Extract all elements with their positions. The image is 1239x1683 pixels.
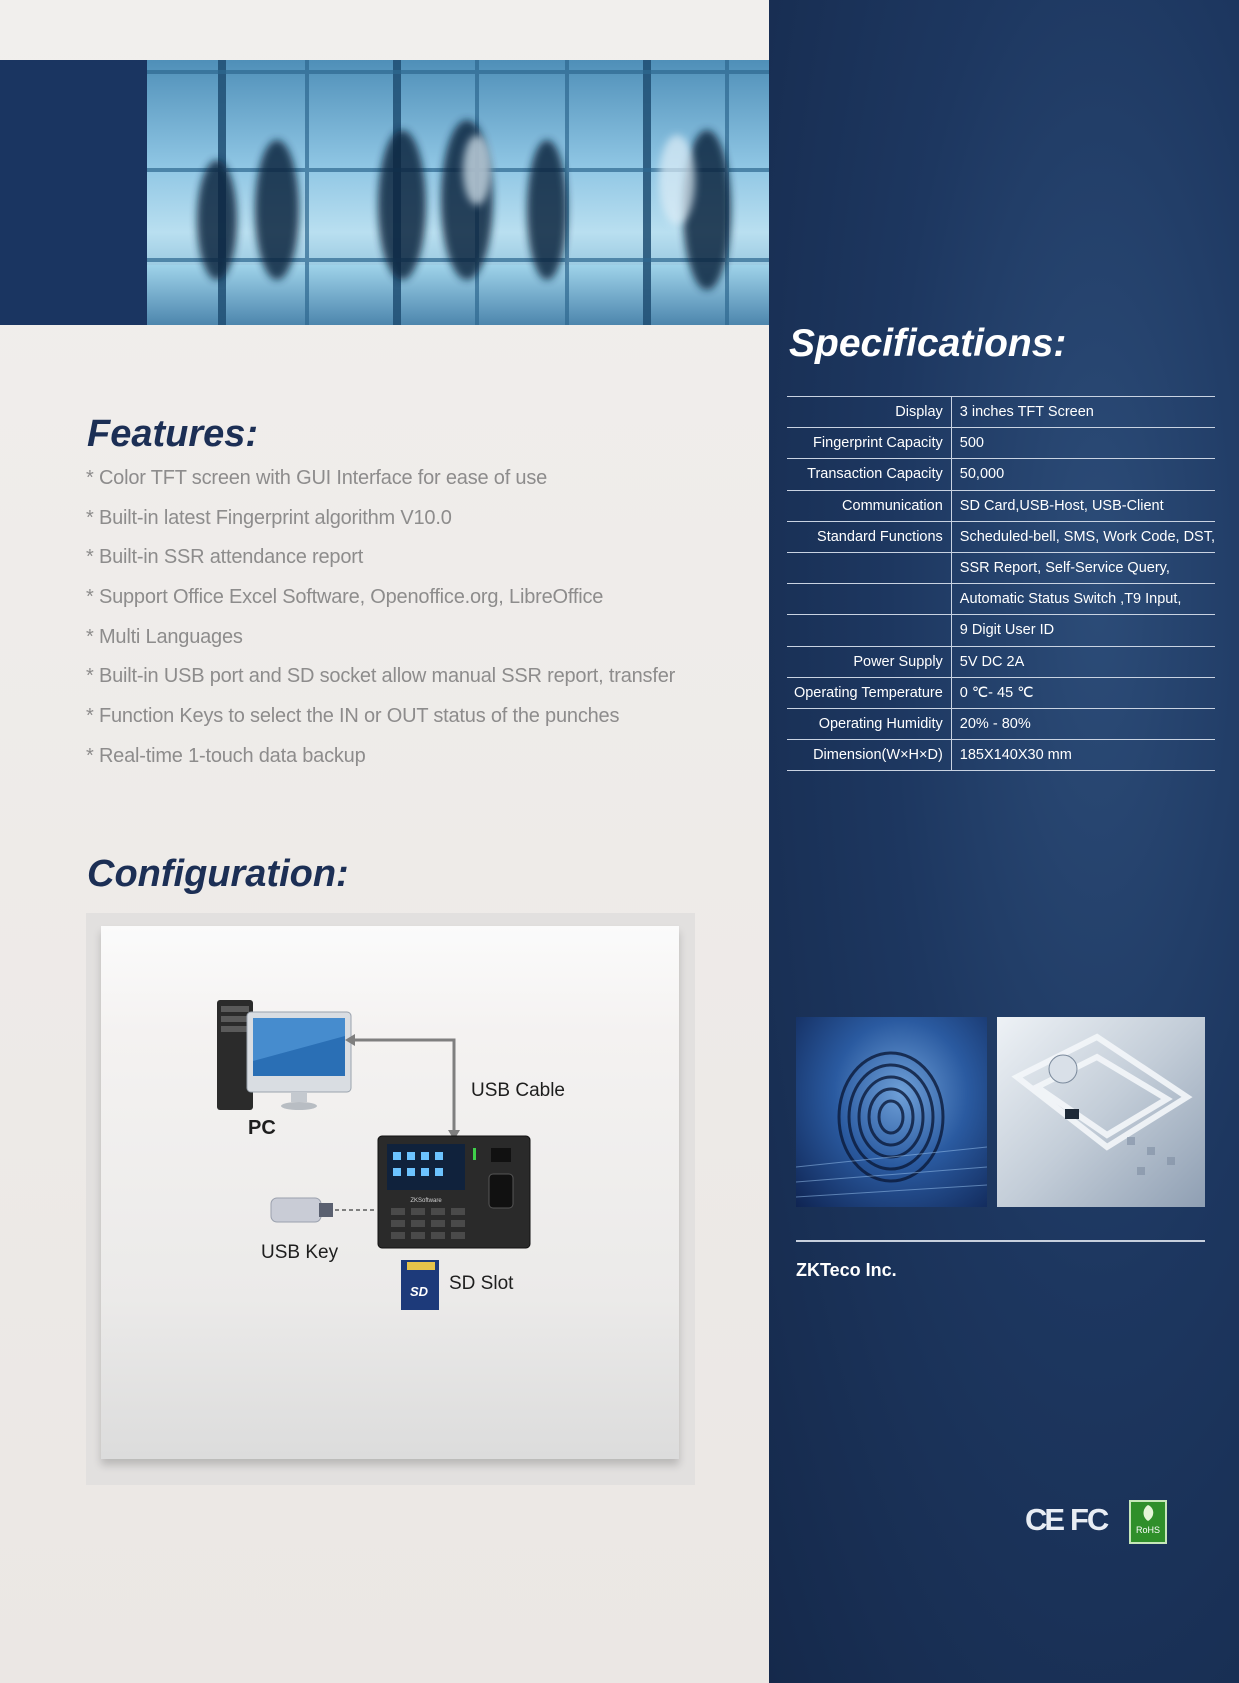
feature-item: * Support Office Excel Software, Openoffice.org, LibreOffice [86, 586, 604, 609]
spec-row [787, 397, 1215, 428]
feature-item: * Function Keys to select the IN or OUT status of the punches [86, 705, 620, 728]
spec-key: Standard Functions [787, 521, 951, 552]
feature-item: * Multi Languages [86, 625, 243, 648]
spec-value: 3 inches TFT Screen [951, 397, 1215, 428]
spec-value: 500 [951, 428, 1215, 459]
usb-key-label: USB Key [261, 1242, 339, 1263]
spec-value: 185X140X30 mm [951, 740, 1215, 771]
spec-row [787, 615, 1215, 646]
svg-text:SD: SD [409, 1284, 429, 1299]
company-name: ZKTeco Inc. [796, 1260, 897, 1280]
spec-value: Automatic Status Switch ,T9 Input, [951, 584, 1215, 615]
spec-value: SD Card,USB-Host, USB-Client [951, 490, 1215, 521]
spec-key [787, 584, 951, 615]
fingerprint-image [796, 1017, 987, 1207]
spec-row [787, 646, 1215, 677]
spec-key: Dimension(W×H×D) [787, 740, 951, 771]
spec-value: 50,000 [951, 459, 1215, 490]
monitor-icon [247, 1012, 351, 1110]
configuration-diagram [101, 926, 679, 1459]
rohs-mark-icon: RoHS [1129, 1500, 1167, 1544]
specifications-table [787, 396, 1215, 771]
spec-key [787, 552, 951, 583]
spec-row [787, 490, 1215, 521]
spec-row [787, 584, 1215, 615]
spec-value: 5V DC 2A [951, 646, 1215, 677]
spec-key: Fingerprint Capacity [787, 428, 951, 459]
spec-row [787, 521, 1215, 552]
fcc-mark-icon: FC [1070, 1502, 1108, 1537]
specifications-title: Specifications: [789, 322, 1067, 365]
feature-item: * Built-in SSR attendance report [86, 546, 364, 569]
spec-row [787, 428, 1215, 459]
spec-key: Power Supply [787, 646, 951, 677]
features-list [86, 464, 675, 782]
spec-value: SSR Report, Self-Service Query, [951, 552, 1215, 583]
feature-item: * Built-in USB port and SD socket allow manual SSR report, transfer [86, 665, 676, 688]
spec-value: 9 Digit User ID [951, 615, 1215, 646]
spec-value: 20% - 80% [951, 708, 1215, 739]
spec-row [787, 740, 1215, 771]
pc-label: PC [248, 1117, 276, 1139]
configuration-title: Configuration: [87, 853, 349, 895]
feature-item: * Built-in latest Fingerprint algorithm V10.0 [86, 506, 452, 529]
sd-slot-label: SD Slot [449, 1273, 514, 1294]
spec-row [787, 708, 1215, 739]
spec-row [787, 677, 1215, 708]
usb-cable-label: USB Cable [471, 1080, 565, 1101]
feature-item: * Real-time 1-touch data backup [86, 744, 366, 767]
right-panel [769, 0, 1239, 1683]
features-title: Features: [87, 413, 259, 455]
spec-key [787, 615, 951, 646]
spec-key: Communication [787, 490, 951, 521]
spec-row [787, 459, 1215, 490]
spec-key: Display [787, 397, 951, 428]
spec-key: Operating Humidity [787, 708, 951, 739]
hero-photo-commuters [147, 60, 769, 325]
feature-item: * Color TFT screen with GUI Interface for ease of use [86, 467, 548, 489]
sd-card-icon [401, 1260, 439, 1310]
ce-mark-icon: CE [1025, 1502, 1063, 1537]
time-attendance-device [378, 1136, 530, 1248]
spec-value: 0 ℃- 45 ℃ [951, 677, 1215, 708]
spec-row [787, 552, 1215, 583]
spec-value: Scheduled-bell, SMS, Work Code, DST, [951, 521, 1215, 552]
spec-key: Transaction Capacity [787, 459, 951, 490]
spec-key: Operating Temperature [787, 677, 951, 708]
rfid-chip-image [997, 1017, 1205, 1207]
svg-text:ZKSoftware: ZKSoftware [410, 1198, 442, 1204]
usb-key-icon [271, 1198, 377, 1222]
divider [796, 1240, 1205, 1242]
